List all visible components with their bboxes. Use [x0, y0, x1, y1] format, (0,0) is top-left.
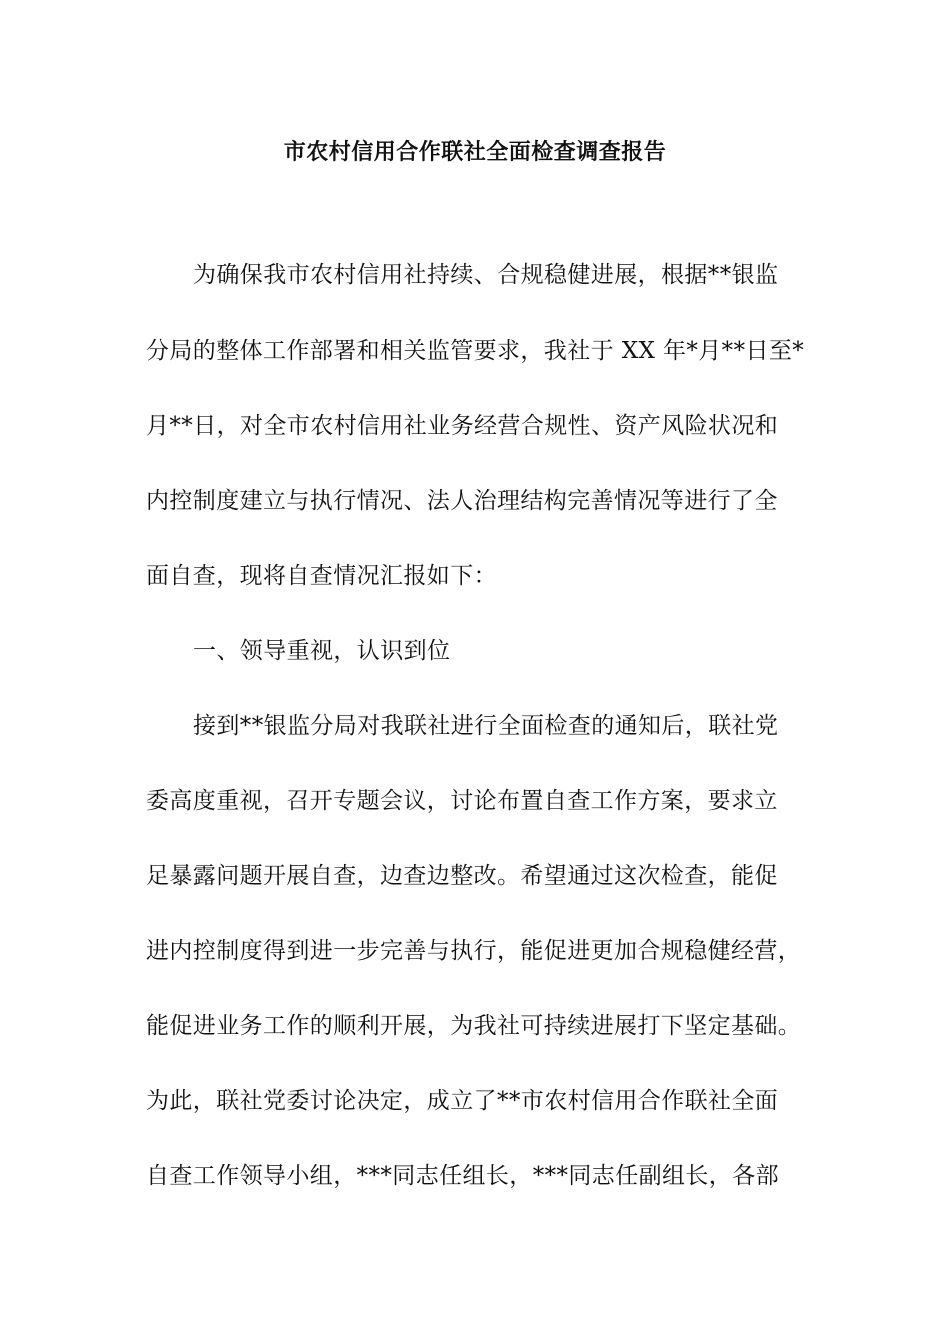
paragraph-2-line-3: 足暴露问题开展自查，边查边整改。希望通过这次检查，能促 — [146, 863, 778, 889]
paragraph-1-line-4: 内控制度建立与执行情况、法人治理结构完善情况等进行了全 — [146, 488, 778, 514]
paragraph-1-line-1: 为确保我市农村信用社持续、合规稳健进展，根据**银监 — [193, 262, 779, 288]
document-title: 市农村信用合作联社全面检查调查报告 — [283, 139, 667, 165]
paragraph-2-line-6: 为此，联社党委讨论决定，成立了**市农村信用合作联社全面 — [146, 1088, 779, 1114]
paragraph-1-line-5: 面自查，现将自查情况汇报如下： — [146, 563, 497, 589]
paragraph-2-line-4: 进内控制度得到进一步完善与执行，能促进更加合规稳健经营， — [146, 938, 802, 964]
paragraph-2-line-5: 能促进业务工作的顺利开展，为我社可持续进展打下坚定基础。 — [146, 1013, 802, 1039]
paragraph-1-line-2: 分局的整体工作部署和相关监管要求，我社于 XX 年*月**日至* — [146, 338, 805, 364]
paragraph-1-line-3: 月**日，对全市农村信用社业务经营合规性、资产风险状况和 — [146, 413, 779, 439]
paragraph-2-line-7: 自查工作领导小组，***同志任组长，***同志任副组长，各部 — [146, 1163, 779, 1189]
paragraph-2-line-1: 接到**银监分局对我联社进行全面检查的通知后，联社党 — [193, 713, 779, 739]
paragraph-2-line-2: 委高度重视，召开专题会议，讨论布置自查工作方案，要求立 — [146, 788, 778, 814]
section-heading-1: 一、领导重视，认识到位 — [193, 638, 451, 664]
